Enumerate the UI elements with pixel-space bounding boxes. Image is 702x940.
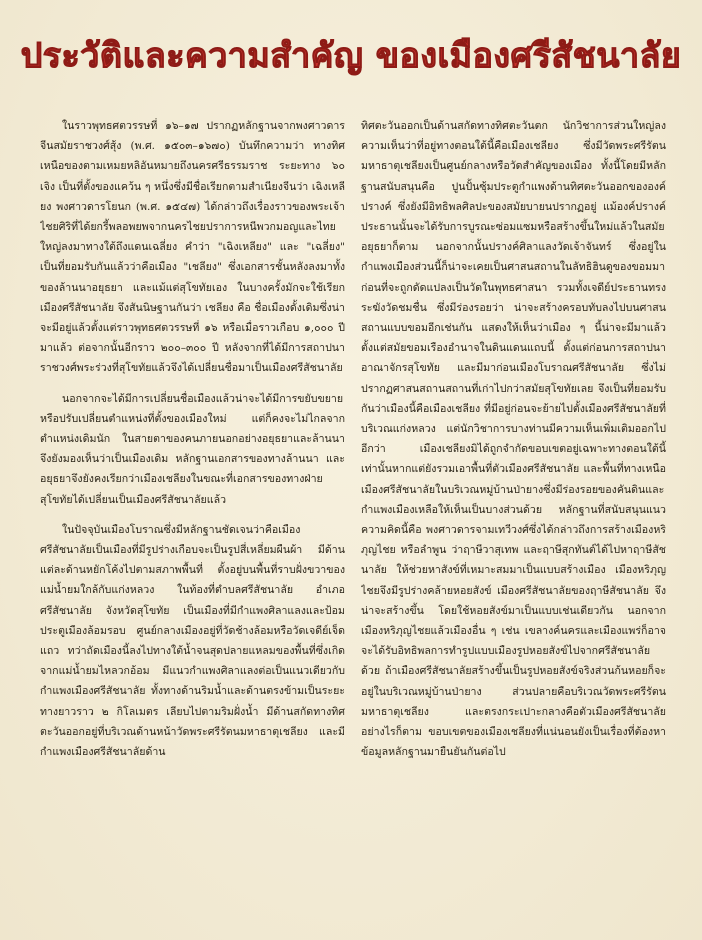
page-title: ประวัติและความสำคัญ ของเมืองศรีสัชนาลัย: [20, 36, 682, 76]
right-column: [361, 116, 666, 916]
body-columns: [40, 116, 666, 916]
paragraph: ในราวพุทธศตวรรษที่ ๑๖–๑๗ ปรากฏหลักฐานจากพงศาวดารจีนสมัยราชวงศ์สุ้ง (พ.ศ. ๑๕๐๓–๑๖๗๐) บันทึกความว่า ทางทิศเหนือของตามเหมยหลิอันหมายถึงนครศรีธรรมราช ระยะทาง ๖๐ เจิง เป็นที่ตั้งของแคว้น ๆ หนึ่งซึ่งมีชื่อเรียกตามสำเนียงจีนว่า เฉิงเหลียง พงศาวดารโยนก (พ.ศ. ๑๕๔๗) ได้กล่าวถึงเรื่องราวของพระเจ้าไชยศิริที่ได้ยกรี้พลอพยพจากนครไชยปราการหนีพวกมอญและไทยใหญ่ลงมาทางใต้ถึงแดนเฉลี่ยง คำว่า "เฉิงเหลียง" และ "เฉลี่ยง" เป็นที่ยอมรับกันแล้วว่าคือเมือง "เชลียง" ซึ่งเอกสารชั้นหลังลงมาทั้งของล้านนาอยุธยา และแม้แต่สุโขทัยเอง ในบางครั้งมักจะใช้เรียกเมืองศรีสัชนาลัย จึงสันนิษฐานกันว่า เชลียง คือ ชื่อเมืองดั้งเดิมซึ่งน่าจะมีอยู่แล้วตั้งแต่ราวพุทธศตวรรษที่ ๑๖ หรือเมื่อราวเกือบ ๑,๐๐๐ ปีมาแล้ว ต่อจากนั้นอีกราว ๒๐๐–๓๐๐ ปี หลังจากที่ได้มีการสถาปนาราชวงศ์พระร่วงที่สุโขทัยแล้วจึงได้เปลี่ยนชื่อมาเป็นเมืองศรีสัชนาลัย: [40, 120, 345, 375]
paragraph: ในปัจจุบันเมืองโบราณซึ่งมีหลักฐานชัดเจนว่าคือเมืองศรีสัชนาลัยเป็นเมืองที่มีรูปร่างเกือบจะเป็นรูปสี่เหลี่ยมผืนผ้า มีด้านแต่ละด้านหยักโค้งไปตามสภาพพื้นที่ ตั้งอยู่บนพื้นที่ราบฝั่งขวาของแม่น้ำยมใกล้กับแก่งหลวง ในท้องที่ตำบลศรีสัชนาลัย อำเภอศรีสัชนาลัย จังหวัดสุโขทัย เป็นเมืองที่มีกำแพงศิลาแลงและป้อมประตูเมืองล้อมรอบ ศูนย์กลางเมืองอยู่ที่วัดช้างล้อมหรือวัดเจดีย์เจ็ดแถว ทว่าถัดเมืองนี้ลงไปทางใต้น้ำจนสุดปลายแหลมของพื้นที่ซึ่งเกิดจากแม่น้ำยมไหลวกอ้อม มีแนวกำแพงศิลาแลงต่อเป็นแนวเดียวกับกำแพงเมืองศรีสัชนาลัย ทั้งทางด้านริมน้ำและด้านตรงข้ามเป็นระยะทางยาวราว ๒ กิโลเมตร เลียบไปตามริมฝั่งน้ำ มีด้านสกัดทางทิศตะวันออกอยู่ที่บริเวณด้านหน้าวัดพระศรีรัตนมหาธาตุเชลียง และมีกำแพงเมืองศรีสัชนาลัยด้าน: [40, 523, 345, 759]
paragraph: ทิศตะวันออกเป็นด้านสกัดทางทิศตะวันตก นักวิชาการส่วนใหญ่ลงความเห็นว่าที่อยู่ทางตอนใต้นี้คือเมืองเชลียง ซึ่งมีวัดพระศรีรัตนมหาธาตุเชลียงเป็นศูนย์กลางหรือวัดสำคัญของเมือง ทั้งนี้โดยมีหลักฐานสนับสนุนคือ ปูนปั้นซุ้มประตูกำแพงด้านทิศตะวันออกขององค์ปรางค์ ซึ่งยังมีอิทธิพลศิลปะของสมัยบายนปรากฏอยู่ แม้องค์ปรางค์ประธานนั้นจะได้รับการบูรณะซ่อมแซมหรือสร้างขึ้นใหม่แล้วในสมัยอยุธยาก็ตาม นอกจากนั้นปรางค์ศิลาแลงวัดเจ้าจันทร์ ซึ่งอยู่ในกำแพงเมืองส่วนนี้ก็น่าจะเคยเป็นศาสนสถานในลัทธิฮินดูของขอมมาก่อนที่จะถูกดัดแปลงเป็นวัดในพุทธศาสนา รวมทั้งเจดีย์ประธานทรงระฆังวัดชมชื่น ซึ่งมีร่องรอยว่า น่าจะสร้างครอบทับลงไปบนศาสนสถานแบบขอมอีกเช่นกัน แสดงให้เห็นว่าเมือง ๆ นี้น่าจะมีมาแล้วตั้งแต่สมัยขอมเรืองอำนาจในดินแดนแถบนี้ ตั้งแต่ก่อนการสถาปนาอาณาจักรสุโขทัย และมีมาก่อนเมืองโบราณศรีสัชนาลัย ซึ่งไม่ปรากฏศาสนสถานสถานที่เก่าไปกว่าสมัยสุโขทัยเลย จึงเป็นที่ยอมรับกันว่าเมืองนี้คือเมืองเชลียง ที่มีอยู่ก่อนจะย้ายไปตั้งเมืองศรีสัชนาลัยที่บริเวณแก่งหลวง แต่นักวิชาการบางท่านมีความเห็นเพิ่มเติมออกไปอีกว่า เมืองเชลียงมิได้ถูกจำกัดขอบเขตอยู่เฉพาะทางตอนใต้นี้เท่านั้นหากแต่ยังรวมเอาพื้นที่ตัวเมืองศรีสัชนาลัย และพื้นที่ทางเหนือเมืองศรีสัชนาลัยในบริเวณหมู่บ้านป่ายางซึ่งมีร่องรอยของคันดินและกำแพงเมืองเหลือให้เห็นเป็นบางส่วนด้วย หลักฐานที่สนับสนุนแนวความคิดนี้คือ พงศาวดารจามเทวีวงศ์ซึ่งได้กล่าวถึงการสร้างเมืองหริภุญไชย หรือลำพูน ว่าฤาษีวาสุเทพ และฤาษีสุกทันต์ได้ไปหาฤาษีสัชนาลัย ให้ช่วยหาสังข์ที่เหมาะสมมาเป็นแบบสร้างเมือง เมืองหริภุญไชยจึงมีรูปร่างคล้ายหอยสังข์ เมืองศรีสัชนาลัยของฤาษีสัชนาลัย จึงน่าจะสร้างขึ้น โดยใช้หอยสังข์มาเป็นแบบเช่นเดียวกัน นอกจากเมืองหริภุญไชยแล้วเมืองอื่น ๆ เช่น เขลางค์นครและเมืองแพร่ก็อาจจะได้รับอิทธิพลการทำรูปแบบเมืองรูปหอยสังข์ไปจากศรีสัชนาลัยด้วย ถ้าเมืองศรีสัชนาลัยสร้างขึ้นเป็นรูปหอยสังข์จริงส่วนก้นหอยก็จะอยู่ในบริเวณหมู่บ้านป่ายาง ส่วนปลายคือบริเวณวัดพระศรีรัตนมหาธาตุเชลียง และตรงกระเปาะกลางคือตัวเมืองศรีสัชนาลัยอย่างไรก็ตาม ขอบเขตของเมืองเชลียงที่แน่นอนยังเป็นเรื่องที่ต้องหาข้อมูลหลักฐานมายืนยันกันต่อไป: [361, 120, 666, 759]
paragraph: นอกจากจะได้มีการเปลี่ยนชื่อเมืองแล้วน่าจะได้มีการขยับขยายหรือปรับเปลี่ยนตำแหน่งที่ตั้งของเมืองใหม่ แต่ก็คงจะไม่ไกลจากตำแหน่งเดิมนัก ในสายตาของคนภายนอกอย่างอยุธยาและล้านนา จึงยังมองเห็นว่าเป็นเมืองเดิม หลักฐานเอกสารของทางล้านนา และอยุธยาจึงยังคงเรียกว่าเมืองเชลียงในขณะที่เอกสารของทางฝ่ายสุโขทัยได้เปลี่ยนเป็นเมืองศรีสัชนาลัยแล้ว: [40, 392, 345, 506]
left-column: [40, 116, 345, 916]
